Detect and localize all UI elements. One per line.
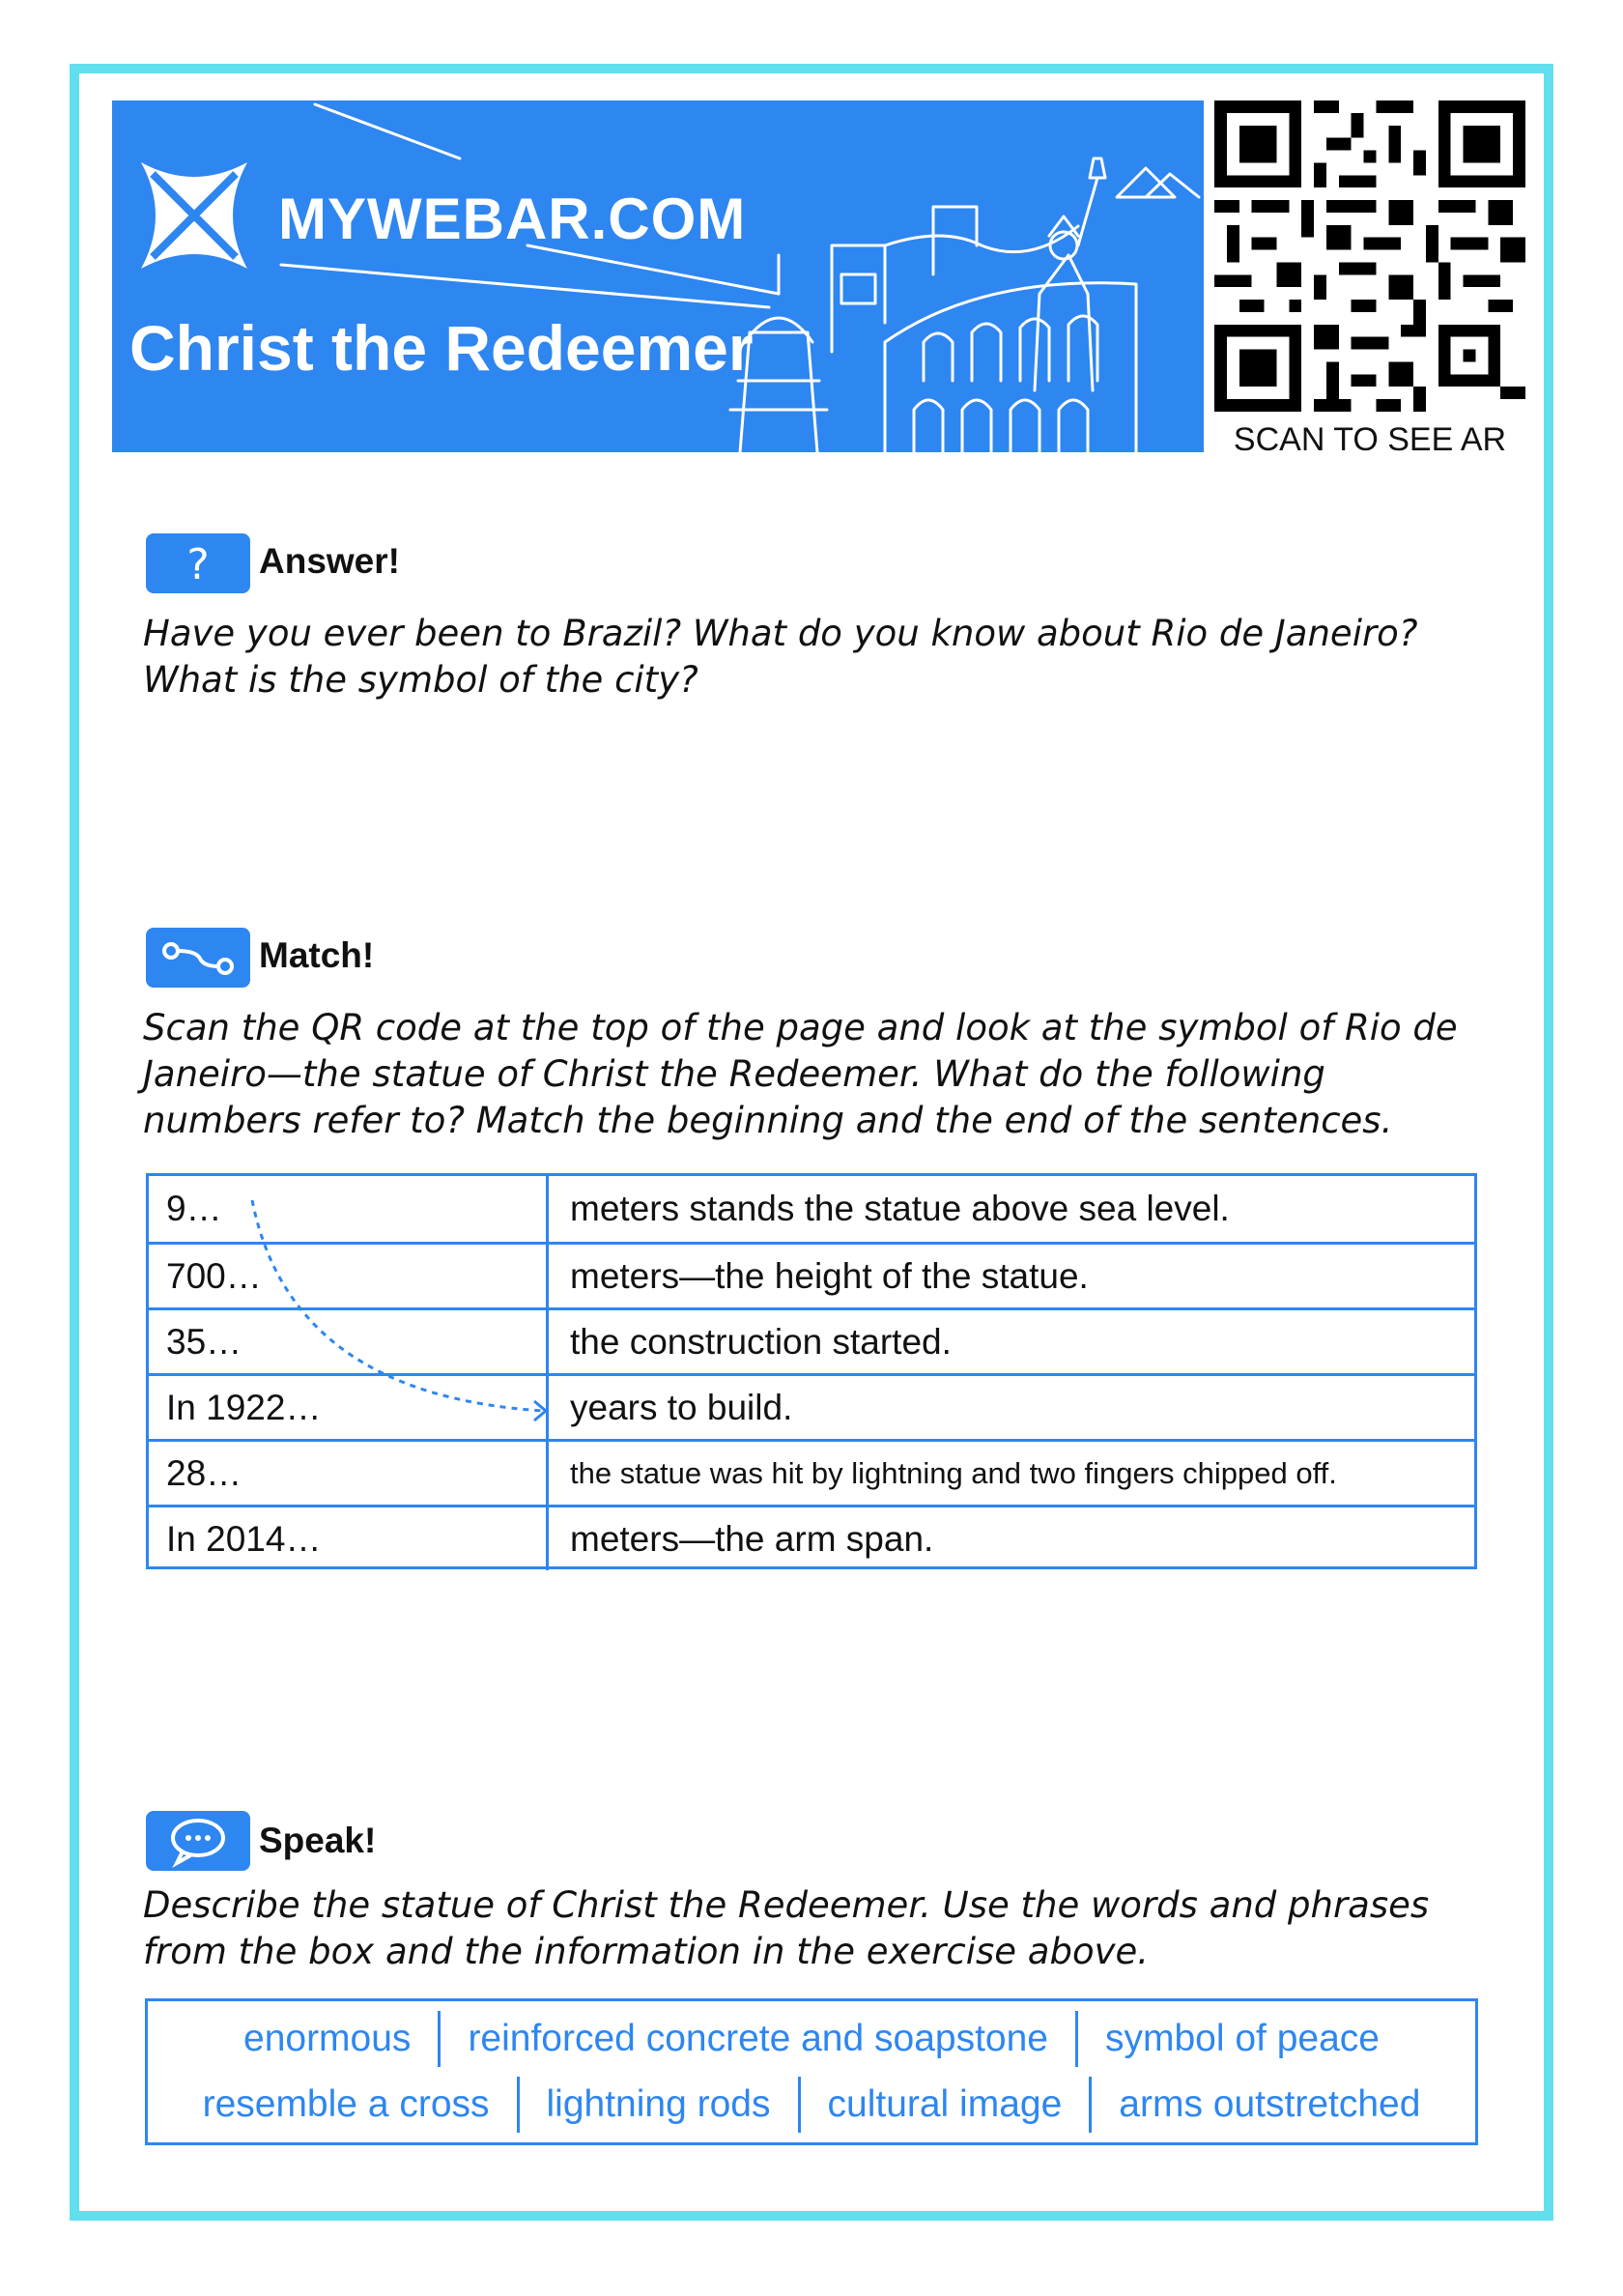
word-box xyxy=(145,1998,1478,2145)
word-chip: reinforced concrete and soapstone xyxy=(468,2018,1048,2059)
match-end[interactable]: the construction started. xyxy=(570,1321,952,1362)
answer-heading: Answer! xyxy=(259,541,400,581)
match-start[interactable]: In 2014… xyxy=(149,1507,549,1570)
qr-code[interactable] xyxy=(1213,100,1526,412)
table-row xyxy=(149,1307,1474,1373)
table-row xyxy=(149,1373,1474,1439)
table-row xyxy=(149,1176,1474,1242)
match-start[interactable]: 700… xyxy=(149,1245,549,1307)
match-start[interactable]: 28… xyxy=(149,1442,549,1505)
brand-name: MYWEBAR.COM xyxy=(278,187,747,251)
word-chip: symbol of peace xyxy=(1105,2018,1380,2059)
speech-bubble-icon xyxy=(146,1811,250,1871)
mywebar-logo-icon xyxy=(131,153,257,278)
word-chip: cultural image xyxy=(827,2083,1063,2125)
table-row xyxy=(149,1242,1474,1307)
match-end[interactable]: years to build. xyxy=(570,1387,793,1427)
qr-caption: SCAN TO SEE AR xyxy=(1233,421,1507,458)
word-chip: lightning rods xyxy=(546,2083,771,2125)
match-table xyxy=(146,1173,1477,1569)
word-chip: resemble a cross xyxy=(202,2083,490,2125)
match-end[interactable]: meters stands the statue above sea level. xyxy=(570,1189,1230,1228)
question-mark-icon xyxy=(146,533,250,593)
page-title: Christ the Redeemer xyxy=(129,312,754,384)
match-end[interactable]: meters—the height of the statue. xyxy=(570,1255,1089,1296)
match-end[interactable]: the statue was hit by lightning and two fingers chipped off. xyxy=(570,1455,1337,1490)
answer-prompt: Have you ever been to Brazil? What do you know about Rio de Janeiro? What is the symbol of the city? xyxy=(143,613,1418,701)
connector-icon xyxy=(146,928,250,988)
svg-text:?: ? xyxy=(186,540,210,589)
match-start[interactable]: 35… xyxy=(149,1310,549,1373)
word-chip: enormous xyxy=(243,2018,412,2059)
table-row xyxy=(149,1439,1474,1505)
word-line xyxy=(148,2009,1475,2069)
word-chip: arms outstretched xyxy=(1119,2083,1421,2125)
landmarks-illustration xyxy=(112,100,1204,452)
speak-prompt: Describe the statue of Christ the Redeemer. Use the words and phrases from the box and the information in the exercise above. xyxy=(143,1884,1430,1972)
table-row xyxy=(149,1505,1474,1570)
match-heading: Match! xyxy=(259,935,375,975)
word-line xyxy=(148,2075,1475,2135)
match-start[interactable]: 9… xyxy=(149,1176,549,1242)
match-prompt: Scan the QR code at the top of the page and look at the symbol of Rio de Janeiro—the statue of Christ the Redeemer. What do the following numbers refer to? Match the beginning and the end of the sentences. xyxy=(143,1007,1458,1141)
match-end[interactable]: meters—the arm span. xyxy=(570,1518,934,1559)
speak-heading: Speak! xyxy=(259,1821,377,1860)
header-banner xyxy=(112,100,1204,452)
match-start[interactable]: In 1922… xyxy=(149,1376,549,1439)
